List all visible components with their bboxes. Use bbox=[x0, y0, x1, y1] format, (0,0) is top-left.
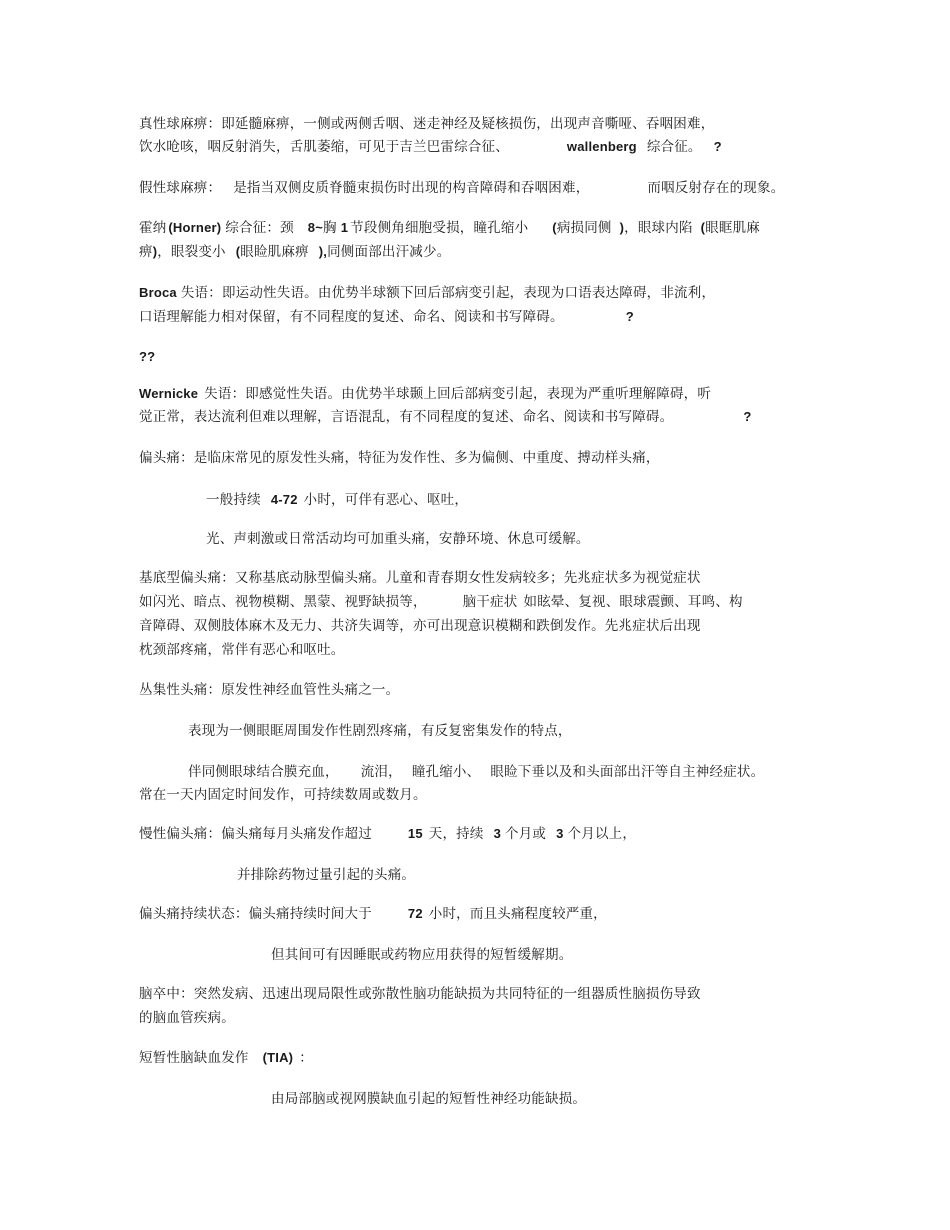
text: 而咽反射存在的现象。 bbox=[647, 180, 785, 196]
paren: ), bbox=[318, 244, 328, 259]
bold-number: 1 bbox=[340, 220, 349, 235]
bold-number: 3 bbox=[493, 826, 502, 841]
text: 眼睑肌麻痹 bbox=[240, 244, 309, 260]
text: 个月以上， bbox=[567, 826, 637, 842]
text: 基底型偏头痛：又称基底动脉型偏头痛。儿童和青春期女性发病较多；先兆症状多为视觉症状 bbox=[139, 570, 701, 586]
text: 并排除药物过量引起的头痛。 bbox=[237, 867, 416, 883]
text: 是指当双侧皮质脊髓束损伤时出现的构音障碍和吞咽困难， bbox=[233, 180, 590, 196]
text: 小时，可伴有恶心、呕吐， bbox=[303, 492, 469, 508]
horner-line-2 bbox=[139, 243, 450, 261]
text: 如眩晕、复视、眼球震颤、耳鸣、构 bbox=[523, 594, 743, 610]
text: 光、声刺激或日常活动均可加重头痛，安静环境、休息可缓解。 bbox=[206, 531, 590, 547]
text: 胸 bbox=[323, 220, 337, 236]
text: 流泪， bbox=[360, 764, 402, 780]
paren: ( bbox=[700, 220, 706, 235]
broca-line-1 bbox=[139, 284, 715, 302]
question-mark: ? bbox=[743, 409, 752, 424]
basilar-migraine-line-1 bbox=[139, 569, 701, 587]
paren: ( bbox=[552, 220, 557, 235]
text: 节段侧角细胞受损，瞳孔缩小 bbox=[350, 220, 529, 236]
text: 由局部脑或视网膜缺血引起的短暂性神经功能缺损。 bbox=[271, 1091, 587, 1107]
stroke-line-2 bbox=[139, 1009, 235, 1027]
paren: ) bbox=[152, 244, 158, 259]
text: 枕颈部疼痛，常伴有恶心和呕吐。 bbox=[139, 642, 345, 658]
bold-number: 15 bbox=[407, 826, 423, 841]
pseudo-bulbar-palsy-line bbox=[139, 179, 784, 197]
bold-number: 3 bbox=[556, 826, 564, 841]
text: 偏头痛持续状态：偏头痛持续时间大于 bbox=[139, 906, 372, 922]
migraine-line-2 bbox=[206, 491, 468, 509]
wernicke-line-1 bbox=[139, 385, 711, 403]
text: 的脑血管疾病。 bbox=[139, 1010, 235, 1026]
bold-term: (TIA) bbox=[262, 1050, 294, 1065]
paren: ) bbox=[619, 220, 625, 235]
horner-line-1 bbox=[139, 219, 760, 237]
text: 综合征。 bbox=[646, 139, 702, 155]
text: 痹 bbox=[139, 244, 153, 260]
text: 觉正常，表达流利但难以理解，言语混乱，有不同程度的复述、命名、阅读和书写障碍。 bbox=[139, 409, 674, 425]
text: 天，持续 bbox=[428, 826, 484, 842]
text: ，眼球内陷 bbox=[624, 220, 693, 236]
text: 音障碍、双侧肢体麻木及无力、共济失调等，亦可出现意识模糊和跌倒发作。先兆症状后出现 bbox=[139, 618, 701, 634]
text: 常在一天内固定时间发作，可持续数周或数月。 bbox=[139, 787, 427, 803]
chronic-migraine-line-2 bbox=[237, 866, 415, 884]
text: 同侧面部出汗减少。 bbox=[327, 244, 451, 260]
bold-term: (Horner) bbox=[168, 220, 222, 235]
text: 饮水呛咳，咽反射消失，舌肌萎缩，可见于吉兰巴雷综合征、 bbox=[139, 139, 509, 155]
cluster-headache-line-1 bbox=[139, 681, 399, 699]
wernicke-line-2 bbox=[139, 408, 751, 426]
bold-number: 4-72 bbox=[270, 492, 298, 507]
text: 脑卒中：突然发病、迅速出现局限性或弥散性脑功能缺损为共同特征的一组器质性脑损伤导致 bbox=[139, 986, 701, 1002]
status-migrainosus-line-1 bbox=[139, 905, 607, 923]
text: 如闪光、暗点、视物模糊、黑蒙、视野缺损等， bbox=[139, 594, 427, 610]
paren: ( bbox=[235, 244, 241, 259]
text: 霍纳 bbox=[139, 220, 167, 236]
text: 眼眶肌麻 bbox=[705, 220, 760, 236]
text: ： bbox=[299, 1050, 313, 1066]
question-mark: ? bbox=[713, 139, 722, 154]
text: 小时，而且头痛程度较严重， bbox=[428, 906, 607, 922]
cluster-headache-line-3 bbox=[188, 763, 764, 781]
text: 眼睑下垂以及和头面部出汗等自主神经症状。 bbox=[490, 764, 765, 780]
text: 一般持续 bbox=[206, 492, 261, 508]
text: 丛集性头痛：原发性神经血管性头痛之一。 bbox=[139, 682, 400, 698]
broca-line-2 bbox=[139, 308, 634, 326]
true-bulbar-palsy-line-2 bbox=[139, 138, 722, 156]
text: 瞳孔缩小、 bbox=[411, 764, 481, 780]
text: 失语：即运动性失语。由优势半球额下回后部病变引起，表现为口语表达障碍，非流利， bbox=[180, 285, 716, 301]
chronic-migraine-line-1 bbox=[139, 825, 636, 843]
text: 偏头痛：是临床常见的原发性头痛，特征为发作性、多为偏侧、中重度、搏动样头痛， bbox=[139, 450, 660, 466]
cluster-headache-line-2 bbox=[188, 722, 572, 740]
cluster-headache-line-4 bbox=[139, 786, 427, 804]
text: 但其间可有因睡眠或药物应用获得的短暂缓解期。 bbox=[271, 947, 573, 963]
tia-line-2 bbox=[271, 1090, 586, 1108]
migraine-line-1 bbox=[139, 449, 660, 467]
text: 慢性偏头痛：偏头痛每月头痛发作超过 bbox=[139, 826, 372, 842]
text: 病损同侧 bbox=[556, 220, 612, 236]
text: 表现为一侧眼眶周围发作性剧烈疼痛，有反复密集发作的特点， bbox=[188, 723, 572, 739]
migraine-line-3 bbox=[206, 530, 590, 548]
text: 个月或 bbox=[505, 826, 547, 842]
text: ，眼裂变小 bbox=[157, 244, 226, 260]
true-bulbar-palsy-line-1 bbox=[139, 115, 714, 133]
text: 伴同侧眼球结合膜充血， bbox=[188, 764, 339, 780]
bold-number: 72 bbox=[407, 906, 423, 921]
text: 口语理解能力相对保留，有不同程度的复述、命名、阅读和书写障碍。 bbox=[139, 309, 564, 325]
text: 真性球麻痹：即延髓麻痹，一侧或两侧舌咽、迷走神经及疑核损伤，出现声音嘶哑、吞咽困难， bbox=[139, 116, 715, 132]
term: 假性球麻痹： bbox=[139, 180, 222, 196]
basilar-migraine-line-2 bbox=[139, 593, 743, 611]
text: 短暂性脑缺血发作 bbox=[139, 1050, 249, 1066]
stroke-line-1 bbox=[139, 985, 701, 1003]
bold-term: Wernicke bbox=[139, 386, 199, 401]
bold-term: wallenberg bbox=[566, 139, 637, 154]
bold-number: 8~ bbox=[307, 220, 324, 235]
question-marks: ?? bbox=[139, 349, 156, 364]
status-migrainosus-line-2 bbox=[271, 946, 572, 964]
text: 综合征：颈 bbox=[225, 220, 294, 236]
tia-line-1 bbox=[139, 1049, 313, 1067]
basilar-migraine-line-3 bbox=[139, 617, 701, 635]
text: 脑干症状 bbox=[462, 594, 518, 610]
basilar-migraine-line-4 bbox=[139, 641, 345, 659]
question-mark: ? bbox=[625, 309, 634, 324]
double-question-line bbox=[139, 348, 155, 366]
bold-term: Broca bbox=[139, 285, 177, 300]
text: 失语：即感觉性失语。由优势半球颞上回后部病变引起，表现为严重听理解障碍，听 bbox=[204, 386, 712, 402]
